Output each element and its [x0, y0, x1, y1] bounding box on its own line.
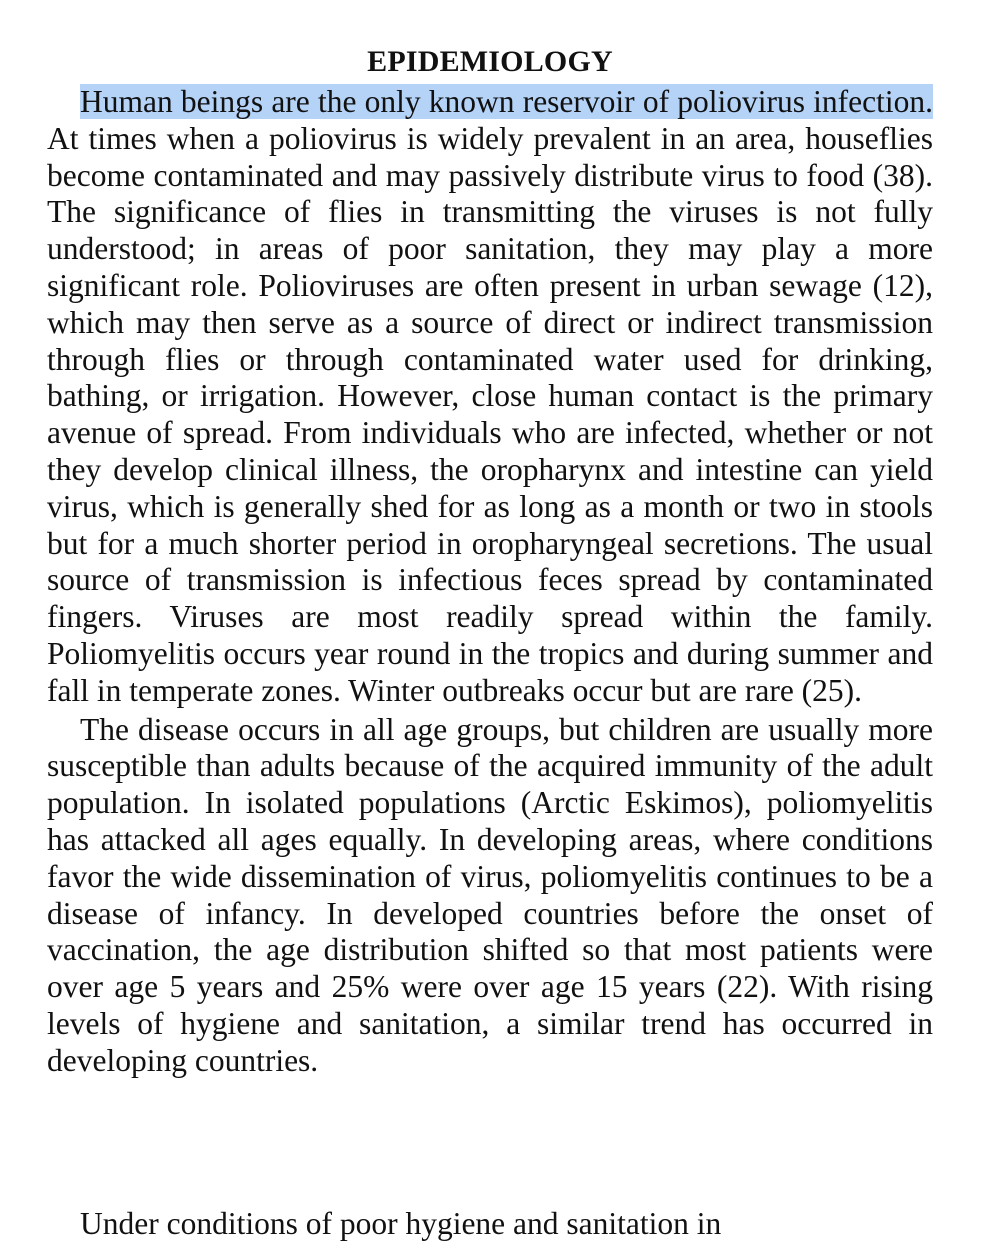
paragraph-transmission[interactable] [47, 84, 933, 710]
section-heading: EPIDEMIOLOGY [367, 45, 613, 78]
paragraph-transmission-body[interactable]: At times when a poliovirus is widely prevalent in an area, houseflies become contaminated and may passively distribute virus to food (38). The significance of flies in transmitting the viruses is not fully understood; in areas of poor sanitation, they may play a more significant role. Polioviruses are often present in urban sewage (12), which may then serve as a source of direct or indirect transmission through flies or through contaminated water used for drinking, bathing, or irrigation. However, close human contact is the primary avenue of spread. From individuals who are infected, whether or not they develop clinical illness, the oropharynx and intestine can yield virus, which is generally shed for as long as a month or two in stools but for a much shorter period in oropharyngeal secretions. The usual source of transmission is infectious feces spread by contaminated fingers. Viruses are most readily spread within the family. Poliomyelitis occurs year round in the tropics and during summer and fall in temperate zones. Winter outbreaks occur but are rare (25). [47, 120, 933, 708]
document-page [47, 40, 933, 1080]
paragraph-hygiene-partial[interactable]: Under conditions of poor hygiene and sanitation in [80, 1206, 722, 1241]
paragraph-age-groups[interactable]: The disease occurs in all age groups, but children are usually more susceptible than adults because of the acquired immunity of the adult population. In isolated populations (Arctic Eskimos), poliomyelitis has attacked all ages equally. In developing areas, where conditions favor the wide dissemination of virus, poliomyelitis continues to be a disease of infancy. In developed countries before the onset of vaccination, the age distribution shifted so that most patients were over age 5 years and 25% were over age 15 years (22). With rising levels of hygiene and sanitation, a similar trend has occurred in developing countries. [47, 711, 933, 1078]
selected-text-highlight[interactable]: Human beings are the only known reservoir of poliovirus infection. [80, 84, 933, 119]
